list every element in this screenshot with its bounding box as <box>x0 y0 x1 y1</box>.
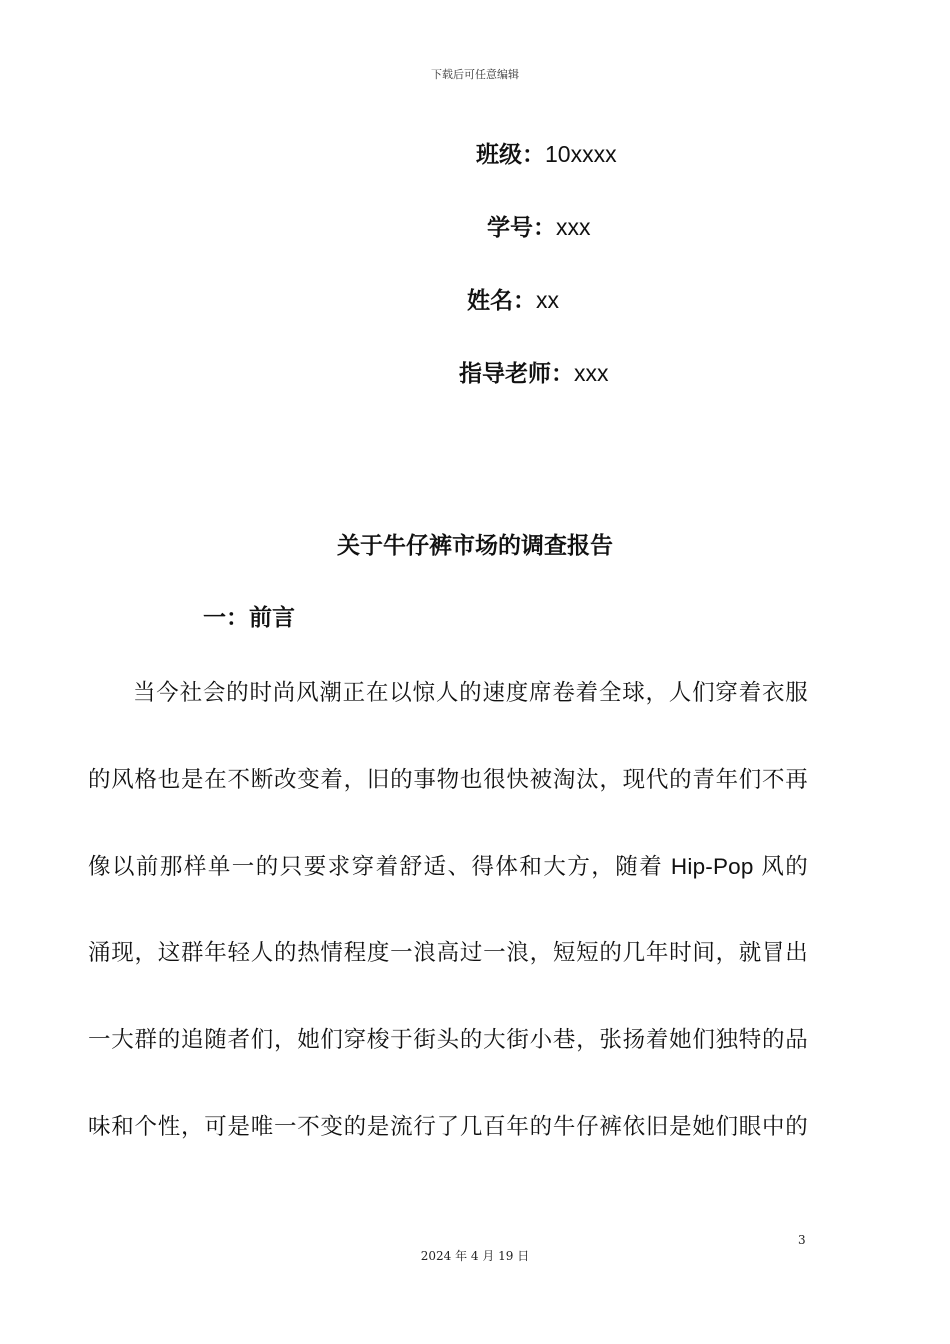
paragraph-line: 当今社会的时尚风潮正在以惊人的速度席卷着全球，人们穿着衣服 <box>133 680 808 705</box>
student-id-label: 学号： <box>487 214 556 240</box>
advisor-label: 指导老师： <box>459 360 574 386</box>
paragraph-line: 像以前那样单一的只要求穿着舒适、得体和大方，随着 Hip-Pop 风的 <box>88 854 808 879</box>
paragraph-line: 涌现，这群年轻人的热情程度一浪高过一浪，短短的几年时间，就冒出 <box>88 940 808 965</box>
student-id-info-line <box>487 209 591 242</box>
class-value: 10xxxx <box>545 141 617 167</box>
paragraph-line: 味和个性，可是唯一不变的是流行了几百年的牛仔裤依旧是她们眼中的 <box>88 1114 808 1139</box>
page-header-note: 下载后可任意编辑 <box>431 68 519 81</box>
name-info-line <box>467 282 559 315</box>
report-title: 关于牛仔裤市场的调查报告 <box>337 532 613 558</box>
page-number: 3 <box>798 1233 806 1247</box>
class-info-line <box>476 136 617 169</box>
paragraph-line: 一大群的追随者们，她们穿梭于街头的大街小巷，张扬着她们独特的品 <box>88 1027 808 1052</box>
advisor-value: xxx <box>574 360 609 386</box>
name-label: 姓名： <box>467 287 536 313</box>
class-label: 班级： <box>476 141 545 167</box>
advisor-info-line <box>459 355 609 388</box>
name-value: xx <box>536 287 559 313</box>
paragraph-line: 的风格也是在不断改变着，旧的事物也很快被淘汰，现代的青年们不再 <box>88 767 808 792</box>
footer-date: 2024 年 4 月 19 日 <box>420 1249 530 1263</box>
student-id-value: xxx <box>556 214 591 240</box>
section-heading-preface: 一：前言 <box>203 604 295 630</box>
